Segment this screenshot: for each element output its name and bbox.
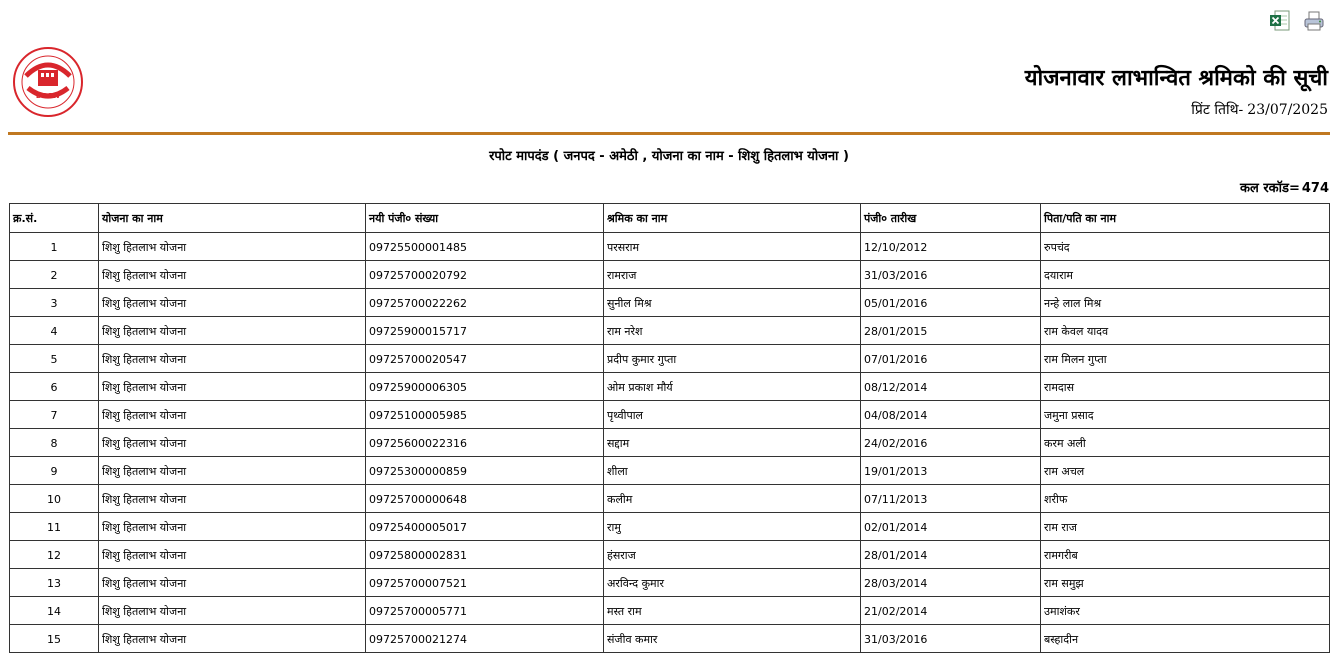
bocw-logo	[12, 46, 84, 118]
cell-registration-date: 21/02/2014	[861, 597, 1041, 625]
cell-registration-number: 09725900006305	[366, 373, 604, 401]
print-date	[1191, 100, 1328, 119]
cell-worker-name: पृथ्वीपाल	[604, 401, 861, 429]
cell-registration-date: 31/03/2016	[861, 261, 1041, 289]
cell-worker-name: संजीव कमार	[604, 625, 861, 653]
cell-worker-name: हंसराज	[604, 541, 861, 569]
cell-serial: 5	[10, 345, 99, 373]
cell-scheme-name: शिशु हितलाभ योजना	[99, 317, 366, 345]
cell-registration-date: 31/03/2016	[861, 625, 1041, 653]
cell-father-husband-name: रुपचंद	[1041, 233, 1330, 261]
table-row	[10, 373, 1330, 401]
table-body	[10, 233, 1330, 653]
cell-worker-name: प्रदीप कुमार गुप्ता	[604, 345, 861, 373]
cell-registration-date: 19/01/2013	[861, 457, 1041, 485]
svg-text:BOCW: BOCW	[35, 92, 61, 100]
cell-father-husband-name: जमुना प्रसाद	[1041, 401, 1330, 429]
cell-registration-number: 09725500001485	[366, 233, 604, 261]
cell-father-husband-name: राम राज	[1041, 513, 1330, 541]
cell-worker-name: सुनील मिश्र	[604, 289, 861, 317]
column-header-worker-name: श्रमिक का नाम	[604, 204, 861, 233]
print-date-value: 23/07/2025	[1247, 102, 1328, 118]
cell-serial: 11	[10, 513, 99, 541]
cell-registration-number: 09725700021274	[366, 625, 604, 653]
cell-serial: 2	[10, 261, 99, 289]
cell-registration-number: 09725700020547	[366, 345, 604, 373]
cell-father-husband-name: नन्हे लाल मिश्र	[1041, 289, 1330, 317]
report-criteria: रपोट मापदंड ( जनपद - अमेठी , योजना का नाम - शिशु हितलाभ योजना )	[489, 149, 849, 164]
cell-scheme-name: शिशु हितलाभ योजना	[99, 625, 366, 653]
cell-father-husband-name: राम केवल यादव	[1041, 317, 1330, 345]
cell-father-husband-name: राम अचल	[1041, 457, 1330, 485]
table-row	[10, 457, 1330, 485]
cell-scheme-name: शिशु हितलाभ योजना	[99, 345, 366, 373]
total-records	[1240, 178, 1329, 196]
table-row	[10, 289, 1330, 317]
cell-registration-date: 02/01/2014	[861, 513, 1041, 541]
cell-worker-name: सद्दाम	[604, 429, 861, 457]
cell-registration-date: 24/02/2016	[861, 429, 1041, 457]
table-row	[10, 317, 1330, 345]
cell-scheme-name: शिशु हितलाभ योजना	[99, 373, 366, 401]
table-row	[10, 345, 1330, 373]
cell-registration-date: 07/11/2013	[861, 485, 1041, 513]
table-row	[10, 513, 1330, 541]
column-header-registration-number: नयी पंजी० संख्या	[366, 204, 604, 233]
table-row	[10, 625, 1330, 653]
cell-registration-date: 07/01/2016	[861, 345, 1041, 373]
total-records-label: कल रकॉड=	[1240, 181, 1300, 196]
table-row	[10, 597, 1330, 625]
cell-registration-date: 12/10/2012	[861, 233, 1041, 261]
cell-worker-name: ओम प्रकाश मौर्य	[604, 373, 861, 401]
cell-worker-name: अरविन्द कुमार	[604, 569, 861, 597]
cell-scheme-name: शिशु हितलाभ योजना	[99, 569, 366, 597]
cell-worker-name: परसराम	[604, 233, 861, 261]
cell-serial: 1	[10, 233, 99, 261]
cell-father-husband-name: उमाशंकर	[1041, 597, 1330, 625]
cell-worker-name: रामु	[604, 513, 861, 541]
cell-father-husband-name: राम मिलन गुप्ता	[1041, 345, 1330, 373]
cell-father-husband-name: शरीफ	[1041, 485, 1330, 513]
column-header-scheme-name: योजना का नाम	[99, 204, 366, 233]
cell-registration-number: 09725600022316	[366, 429, 604, 457]
cell-registration-number: 09725700000648	[366, 485, 604, 513]
cell-registration-date: 28/01/2014	[861, 541, 1041, 569]
cell-scheme-name: शिशु हितलाभ योजना	[99, 401, 366, 429]
cell-serial: 6	[10, 373, 99, 401]
table-row	[10, 485, 1330, 513]
table-row	[10, 429, 1330, 457]
report-title: योजनावार लाभान्वित श्रमिको की सूची	[1024, 65, 1328, 91]
cell-registration-number: 09725700022262	[366, 289, 604, 317]
cell-scheme-name: शिशु हितलाभ योजना	[99, 457, 366, 485]
column-header-father-husband-name: पिता/पति का नाम	[1041, 204, 1330, 233]
column-header-registration-date: पंजी० तारीख	[861, 204, 1041, 233]
cell-registration-number: 09725700005771	[366, 597, 604, 625]
print-date-label: प्रिंट तिथि-	[1191, 102, 1244, 118]
cell-scheme-name: शिशु हितलाभ योजना	[99, 541, 366, 569]
table-row	[10, 569, 1330, 597]
cell-scheme-name: शिशु हितलाभ योजना	[99, 233, 366, 261]
cell-scheme-name: शिशु हितलाभ योजना	[99, 261, 366, 289]
cell-scheme-name: शिशु हितलाभ योजना	[99, 597, 366, 625]
cell-serial: 10	[10, 485, 99, 513]
cell-registration-number: 09725700007521	[366, 569, 604, 597]
cell-father-husband-name: रामदास	[1041, 373, 1330, 401]
export-toolbar	[1269, 10, 1325, 32]
cell-serial: 7	[10, 401, 99, 429]
report-header	[8, 40, 1330, 130]
cell-worker-name: कलीम	[604, 485, 861, 513]
cell-registration-date: 04/08/2014	[861, 401, 1041, 429]
cell-registration-number: 09725300000859	[366, 457, 604, 485]
cell-serial: 15	[10, 625, 99, 653]
cell-registration-date: 28/01/2015	[861, 317, 1041, 345]
cell-scheme-name: शिशु हितलाभ योजना	[99, 289, 366, 317]
cell-registration-date: 05/01/2016	[861, 289, 1041, 317]
table-row	[10, 541, 1330, 569]
cell-father-husband-name: करम अली	[1041, 429, 1330, 457]
excel-export-icon[interactable]	[1269, 10, 1291, 32]
cell-registration-number: 09725400005017	[366, 513, 604, 541]
cell-worker-name: शीला	[604, 457, 861, 485]
cell-scheme-name: शिशु हितलाभ योजना	[99, 429, 366, 457]
cell-father-husband-name: राम समुझ	[1041, 569, 1330, 597]
table-row	[10, 261, 1330, 289]
cell-worker-name: मस्त राम	[604, 597, 861, 625]
header-divider	[8, 132, 1330, 135]
cell-scheme-name: शिशु हितलाभ योजना	[99, 485, 366, 513]
cell-worker-name: राम नरेश	[604, 317, 861, 345]
cell-serial: 14	[10, 597, 99, 625]
column-header-serial: क्र.सं.	[10, 204, 99, 233]
cell-registration-number: 09725700020792	[366, 261, 604, 289]
beneficiary-table	[9, 203, 1330, 653]
cell-registration-date: 08/12/2014	[861, 373, 1041, 401]
cell-father-husband-name: रामगरीब	[1041, 541, 1330, 569]
total-records-value: 474	[1301, 181, 1329, 196]
cell-registration-number: 09725900015717	[366, 317, 604, 345]
cell-serial: 3	[10, 289, 99, 317]
cell-serial: 8	[10, 429, 99, 457]
cell-worker-name: रामराज	[604, 261, 861, 289]
table-header-row	[10, 204, 1330, 233]
table-row	[10, 233, 1330, 261]
cell-father-husband-name: बस्हादीन	[1041, 625, 1330, 653]
cell-serial: 9	[10, 457, 99, 485]
cell-scheme-name: शिशु हितलाभ योजना	[99, 513, 366, 541]
cell-serial: 4	[10, 317, 99, 345]
cell-father-husband-name: दयाराम	[1041, 261, 1330, 289]
cell-serial: 13	[10, 569, 99, 597]
cell-registration-number: 09725800002831	[366, 541, 604, 569]
cell-registration-number: 09725100005985	[366, 401, 604, 429]
cell-registration-date: 28/03/2014	[861, 569, 1041, 597]
table-row	[10, 401, 1330, 429]
cell-serial: 12	[10, 541, 99, 569]
print-icon[interactable]	[1303, 10, 1325, 32]
